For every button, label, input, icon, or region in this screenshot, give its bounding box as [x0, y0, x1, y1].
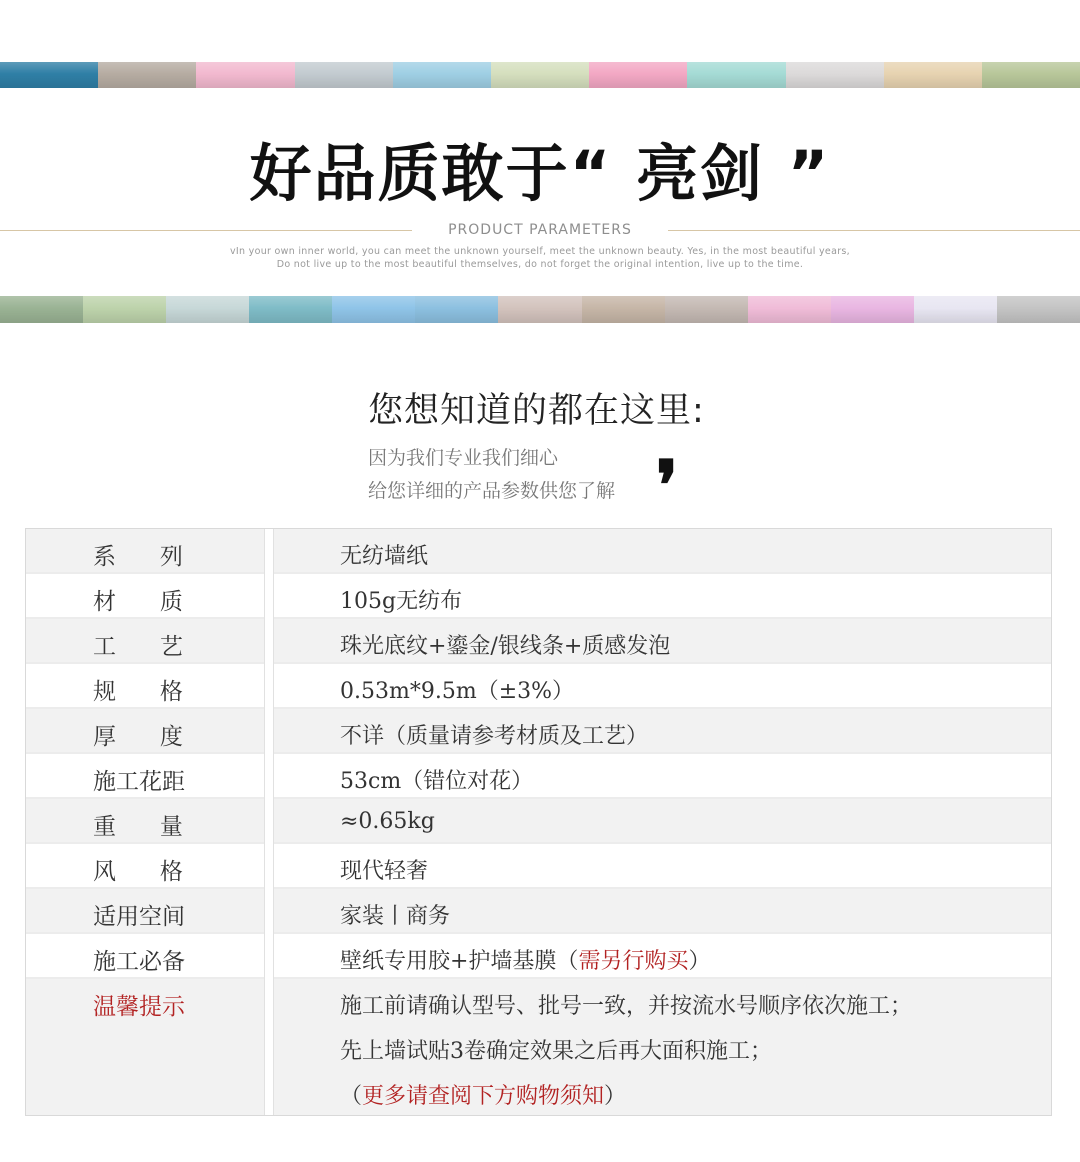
- color-swatch: [589, 62, 687, 88]
- color-swatch: [0, 62, 98, 88]
- color-swatch: [665, 296, 748, 323]
- color-swatch: [196, 62, 294, 88]
- page-title: 好品质敢于“ 亮剑 ”: [249, 137, 831, 210]
- row-label-material: 材 质: [93, 589, 183, 615]
- color-swatch: [415, 296, 498, 323]
- tagline-line-1: vIn your own inner world, you can meet the unknown yourself, meet the unknown beauty. Yes, in the most beautiful years,: [230, 246, 850, 257]
- intro-heading: 您想知道的都在这里:: [368, 391, 705, 431]
- color-swatch: [498, 296, 581, 323]
- row-value-tips-line-3: （更多请查阅下方购物须知）: [340, 1084, 627, 1109]
- row-value-space: 家装丨商务: [340, 904, 451, 929]
- color-swatch: [0, 296, 83, 323]
- row-value-material: 105g无纺布: [340, 589, 463, 614]
- color-swatch: [83, 296, 166, 323]
- parameter-table: [25, 528, 1052, 1116]
- table-row: [26, 889, 1051, 934]
- row-value-thickness: 不详（质量请参考材质及工艺）: [340, 724, 649, 749]
- row-label-essentials: 施工必备: [93, 949, 185, 975]
- color-swatch: [582, 296, 665, 323]
- color-swatch: [332, 296, 415, 323]
- row-label-craft: 工 艺: [93, 634, 183, 660]
- color-swatch: [997, 296, 1080, 323]
- color-swatch: [748, 296, 831, 323]
- row-value-essentials: 壁纸专用胶+护墙基膜（需另行购买）: [340, 949, 711, 974]
- color-swatch: [687, 62, 785, 88]
- row-value-pattern-repeat: 53cm（错位对花）: [340, 769, 534, 794]
- quote-mark-icon: ❜: [656, 446, 678, 526]
- color-swatch: [166, 296, 249, 323]
- row-value-craft: 珠光底纹+鎏金/银线条+质感发泡: [340, 634, 671, 659]
- row-value-weight: ≈0.65kg: [340, 809, 435, 834]
- table-row: [26, 799, 1051, 844]
- color-swatch: [393, 62, 491, 88]
- row-label-style: 风 格: [93, 859, 183, 885]
- table-column-divider: [264, 529, 274, 1115]
- table-row: [26, 709, 1051, 754]
- row-value-style: 现代轻奢: [340, 859, 429, 884]
- color-swatch: [914, 296, 997, 323]
- color-swatch: [831, 296, 914, 323]
- table-row: [26, 754, 1051, 799]
- intro-line-2: 给您详细的产品参数供您了解: [368, 480, 616, 502]
- table-row: [26, 619, 1051, 664]
- section-subtitle: PRODUCT PARAMETERS: [448, 222, 632, 238]
- color-swatch: [884, 62, 982, 88]
- tagline-line-2: Do not live up to the most beautiful themselves, do not forget the original intention, live up to the time.: [276, 259, 804, 270]
- row-value-tips-line-2: 先上墙试贴3卷确定效果之后再大面积施工；: [340, 1039, 772, 1064]
- row-value-tips-line-1: 施工前请确认型号、批号一致，并按流水号顺序依次施工；: [340, 994, 913, 1019]
- intro-line-1: 因为我们专业我们细心: [368, 447, 559, 469]
- table-row: [26, 979, 1051, 1115]
- color-swatch: [249, 296, 332, 323]
- row-label-space: 适用空间: [93, 904, 185, 930]
- table-row: [26, 664, 1051, 709]
- color-swatch: [786, 62, 884, 88]
- color-swatch: [491, 62, 589, 88]
- row-label-spec: 规 格: [93, 679, 183, 705]
- color-swatch: [982, 62, 1080, 88]
- table-row: [26, 934, 1051, 979]
- row-label-thickness: 厚 度: [93, 724, 183, 750]
- table-row: [26, 574, 1051, 619]
- color-strip-bottom: [0, 296, 1080, 323]
- row-label-weight: 重 量: [93, 814, 183, 840]
- table-row: [26, 529, 1051, 574]
- row-value-spec: 0.53m*9.5m（±3%）: [340, 679, 575, 704]
- color-strip-top: [0, 62, 1080, 88]
- row-value-series: 无纺墙纸: [340, 544, 429, 569]
- color-swatch: [295, 62, 393, 88]
- row-label-pattern-repeat: 施工花距: [93, 769, 185, 795]
- row-label-tips: 温馨提示: [93, 994, 185, 1020]
- color-swatch: [98, 62, 196, 88]
- table-row: [26, 844, 1051, 889]
- row-label-series: 系 列: [93, 544, 183, 570]
